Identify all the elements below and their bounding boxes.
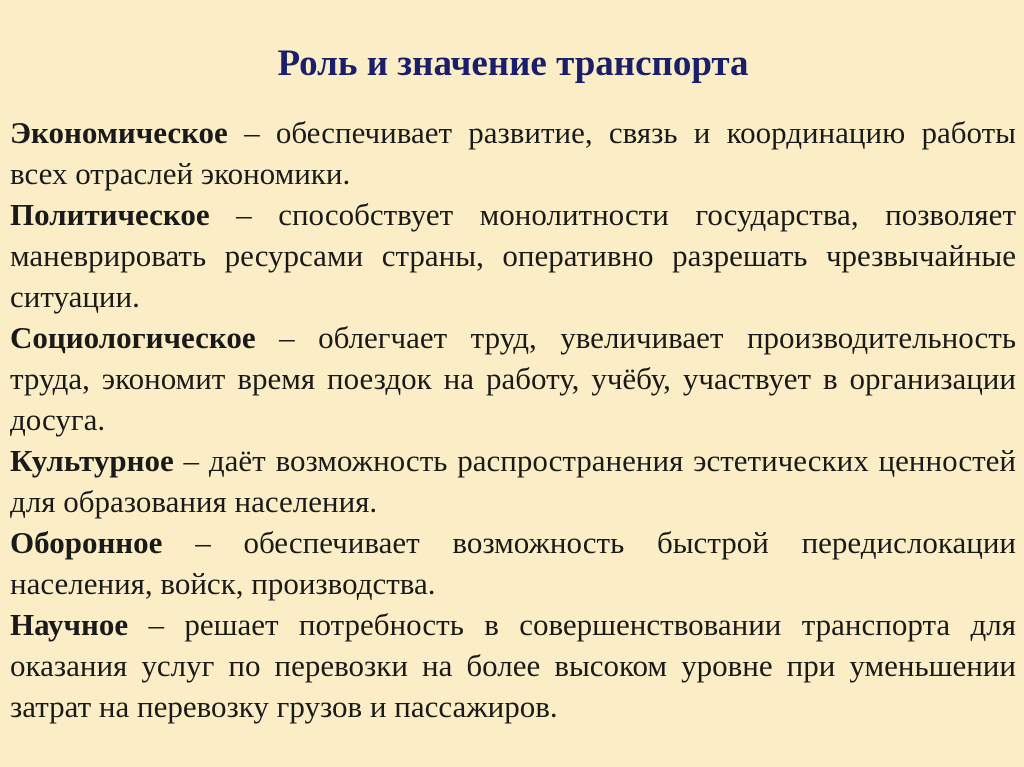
term-economic: Экономическое	[10, 115, 228, 150]
text-economic: – обеспечивает развитие, связь и координацию работы всех отраслей экономики.	[10, 115, 1016, 191]
text-scientific: – решает потребность в совершенствовании транспорта для оказания услуг по перевозки на более высоком уровне при уменьшении затрат на перевозку грузов и пассажиров.	[10, 607, 1016, 724]
term-sociological: Социологическое	[10, 320, 256, 355]
slide-body	[10, 112, 1016, 727]
paragraph-political	[10, 194, 1016, 317]
text-defense: – обеспечивает возможность быстрой передислокации населения, войск, производства.	[10, 525, 1016, 601]
paragraph-cultural	[10, 440, 1016, 522]
paragraph-defense	[10, 522, 1016, 604]
text-sociological: – облегчает труд, увеличивает производительность труда, экономит время поездок на работу, учёбу, участвует в организации досуга.	[10, 320, 1016, 437]
paragraph-economic	[10, 112, 1016, 194]
term-cultural: Культурное	[10, 443, 174, 478]
text-political: – способствует монолитности государства, позволяет маневрировать ресурсами страны, оперативно разрешать чрезвычайные ситуации.	[10, 197, 1016, 314]
text-cultural: – даёт возможность распространения эстетических ценностей для образования населения.	[10, 443, 1016, 519]
paragraph-sociological	[10, 317, 1016, 440]
term-political: Политическое	[10, 197, 210, 232]
paragraph-scientific	[10, 604, 1016, 727]
term-scientific: Научное	[10, 607, 129, 642]
slide-title: Роль и значение транспорта	[277, 43, 749, 84]
term-defense: Оборонное	[10, 525, 163, 560]
